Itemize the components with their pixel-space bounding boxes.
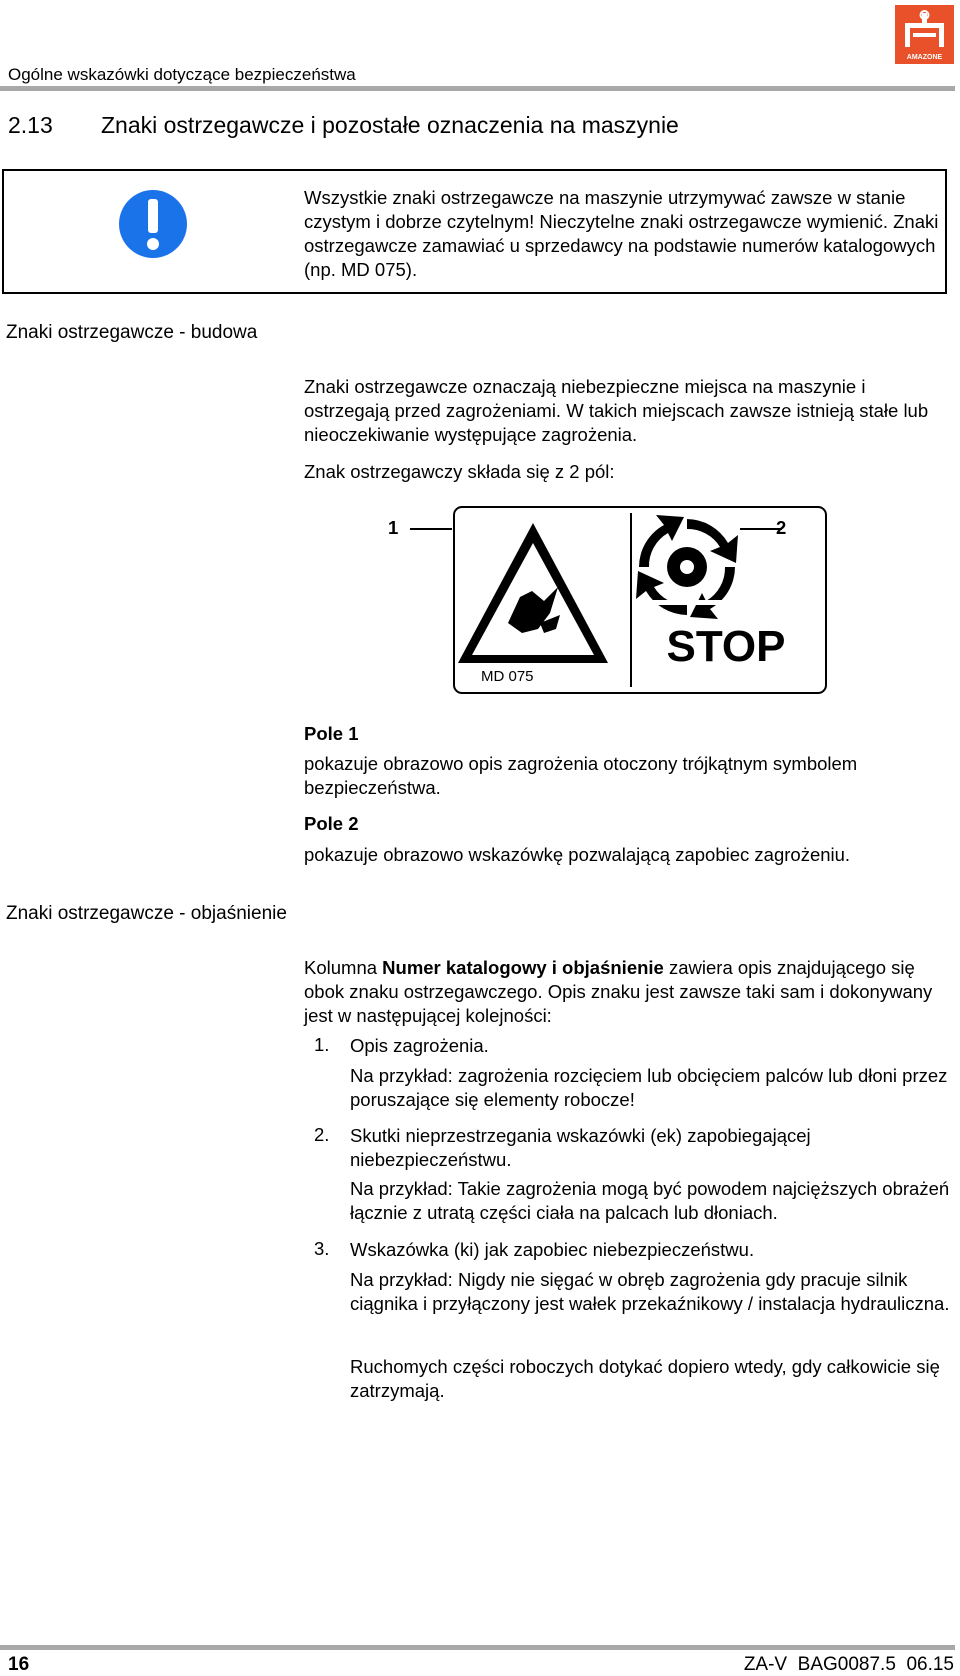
budowa-paragraph-1: Znaki ostrzegawcze oznaczają niebezpieczne miejsca na maszynie i ostrzegają przed zagrożeniami. W takich miejscach zawsze istnieją stałe lub nieoczekiwanie występujące zagrożenia. xyxy=(304,376,929,445)
field1-text: pokazuje obrazowo opis zagrożenia otoczony trójkątnym symbolem bezpieczeństwa. xyxy=(304,753,858,798)
amazone-logo xyxy=(895,5,954,64)
document-code: ZA-V BAG0087.5 06.15 xyxy=(743,1654,954,1675)
list-item-2-example: Na przykład: Takie zagrożenia mogą być powodem najcięższych obrażeń łącznie z utratą części ciała na palcach lub dłoniach. xyxy=(350,1178,950,1223)
page-number: 16 xyxy=(8,1654,30,1675)
stop-text: STOP xyxy=(666,622,786,671)
list-number-2: 2. xyxy=(314,1124,330,1145)
intro-post: zawiera opis znajdującego się obok znaku ostrzegawczego. Opis znaku jest zawsze taki sam i dokonywany jest w następującej kolejności: xyxy=(304,957,933,1026)
footer-divider xyxy=(0,1645,955,1650)
intro-pre: Kolumna xyxy=(304,957,383,978)
exclamation-circle-icon xyxy=(117,188,189,260)
field2-text: pokazuje obrazowo wskazówkę pozwalającą zapobiec zagrożeniu. xyxy=(304,844,851,865)
intro-bold: Numer katalogowy i objaśnienie xyxy=(382,957,664,978)
section-title xyxy=(8,112,679,139)
section-title-text: Znaki ostrzegawcze i pozostałe oznaczenia na maszynie xyxy=(101,112,679,138)
figure-label-1: 1 xyxy=(388,517,399,538)
header-divider xyxy=(0,86,955,91)
list-item-1-example: Na przykład: zagrożenia rozcięciem lub obcięciem palców lub dłoni przez poruszające się elementy robocze! xyxy=(350,1065,948,1110)
list-item-3-extra: Ruchomych części roboczych dotykać dopiero wtedy, gdy całkowicie się zatrzymają. xyxy=(350,1356,940,1401)
figure-code: MD 075 xyxy=(478,668,537,685)
warning-sign-figure xyxy=(388,505,840,695)
field1-title: Pole 1 xyxy=(304,723,359,744)
budowa-paragraph-2: Znak ostrzegawczy składa się z 2 pól: xyxy=(304,461,615,482)
section-number: 2.13 xyxy=(8,112,53,138)
list-item-2-title: Skutki nieprzestrzegania wskazówki (ek) zapobiegającej niebezpieczeństwu. xyxy=(350,1125,811,1170)
field2-title: Pole 2 xyxy=(304,813,359,834)
logo-text: AMAZONE xyxy=(906,54,943,61)
heading-objasnienie: Znaki ostrzegawcze - objaśnienie xyxy=(6,903,287,924)
list-item-1-title: Opis zagrożenia. xyxy=(350,1035,489,1056)
figure-label-2: 2 xyxy=(776,517,787,538)
heading-budowa: Znaki ostrzegawcze - budowa xyxy=(6,322,258,343)
running-header: Ogólne wskazówki dotyczące bezpieczeństwa xyxy=(8,65,356,84)
list-item-3-example: Na przykład: Nigdy nie sięgać w obręb zagrożenia gdy pracuje silnik ciągnika i przyłączony jest wałek przekaźnikowy / instalacja hydrauliczna. xyxy=(350,1269,950,1314)
list-number-1: 1. xyxy=(314,1034,330,1055)
list-number-3: 3. xyxy=(314,1238,330,1259)
notice-text: Wszystkie znaki ostrzegawcze na maszynie utrzymywać zawsze w stanie czystym i dobrze czytelnym! Nieczytelne znaki ostrzegawcze wymienić. Znaki ostrzegawcze zamawiać u sprzedawcy na podstawie numerów katalogowych (np. MD 075). xyxy=(304,187,939,280)
list-item-3-title: Wskazówka (ki) jak zapobiec niebezpieczeństwu. xyxy=(350,1239,755,1260)
objasnienie-intro xyxy=(304,956,944,1028)
